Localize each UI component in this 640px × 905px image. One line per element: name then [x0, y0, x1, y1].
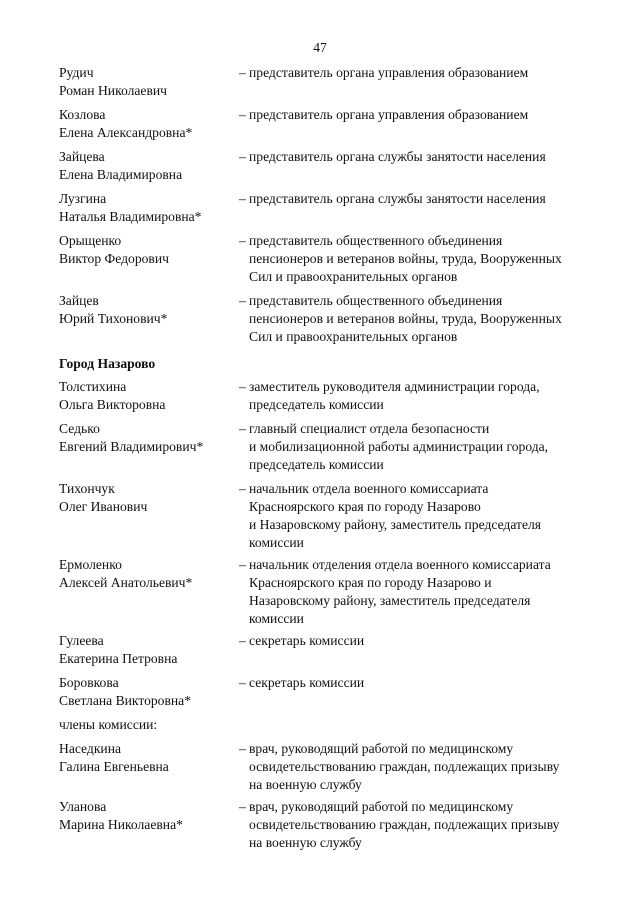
- person-name: [59, 148, 239, 184]
- role-line: начальник отделения отдела военного комиссариата: [249, 557, 551, 572]
- dash: –: [239, 293, 246, 308]
- role-line: комиссии: [249, 535, 304, 550]
- person-name: [59, 232, 239, 286]
- person-name: [59, 674, 239, 710]
- surname: Лузгина: [59, 191, 107, 206]
- section-heading: Город Назарово: [59, 356, 156, 371]
- entry-tolstikhina: [59, 378, 599, 414]
- role-line: председатель комиссии: [249, 397, 384, 412]
- given-names: Юрий Тихонович*: [59, 311, 168, 326]
- given-names: Елена Владимировна: [59, 167, 183, 182]
- role-line: врач, руководящий работой по медицинскому: [249, 741, 514, 756]
- surname: Тихончук: [59, 481, 115, 496]
- person-name: [59, 798, 239, 852]
- role-description: [239, 190, 589, 226]
- person-name: [59, 378, 239, 414]
- role-line: на военную службу: [249, 835, 362, 850]
- surname: Зайцева: [59, 149, 105, 164]
- surname: Ермоленко: [59, 557, 122, 572]
- dash: –: [239, 191, 246, 206]
- person-name: [59, 740, 239, 794]
- given-names: Олег Иванович: [59, 499, 148, 514]
- dash: –: [239, 65, 246, 80]
- surname: Зайцев: [59, 293, 99, 308]
- dash: –: [239, 557, 246, 572]
- person-name: [59, 292, 239, 346]
- entry-sedko: [59, 420, 599, 474]
- role-line: Красноярского края по городу Назарово и: [249, 575, 492, 590]
- given-names: Светлана Викторовна*: [59, 693, 192, 708]
- role-description: [239, 148, 589, 184]
- role-description: [239, 64, 589, 100]
- given-names: Алексей Анатольевич*: [59, 575, 193, 590]
- surname: Толстихина: [59, 379, 127, 394]
- role-line: председатель комиссии: [249, 457, 384, 472]
- role-line: и Назаровскому району, заместитель председателя: [249, 517, 542, 532]
- entry-ermolenko: [59, 556, 599, 628]
- person-name: [59, 64, 239, 100]
- given-names: Роман Николаевич: [59, 83, 167, 98]
- person-name: [59, 190, 239, 226]
- role-description: [239, 740, 589, 794]
- role-line: главный специалист отдела безопасности: [249, 421, 490, 436]
- role-line: представитель органа службы занятости населения: [249, 191, 546, 206]
- entry-zaitseva: [59, 148, 599, 184]
- entry-borovkova: [59, 674, 599, 710]
- role-line: пенсионеров и ветеранов войны, труда, Вооруженных: [249, 251, 562, 266]
- surname: Боровкова: [59, 675, 119, 690]
- entry-rudich: [59, 64, 599, 100]
- entry-tikhonchuk: [59, 480, 599, 552]
- entry-guleeva: [59, 632, 599, 668]
- role-line: заместитель руководителя администрации города,: [249, 379, 540, 394]
- dash: –: [239, 741, 246, 756]
- role-line: освидетельствованию граждан, подлежащих призыву: [249, 817, 560, 832]
- dash: –: [239, 233, 246, 248]
- role-line: представитель органа управления образованием: [249, 65, 529, 80]
- entry-luzgina: [59, 190, 599, 226]
- given-names: Елена Александровна*: [59, 125, 193, 140]
- given-names: Марина Николаевна*: [59, 817, 183, 832]
- role-description: [239, 632, 589, 668]
- role-line: начальник отдела военного комиссариата: [249, 481, 489, 496]
- dash: –: [239, 107, 246, 122]
- given-names: Виктор Федорович: [59, 251, 169, 266]
- surname: Уланова: [59, 799, 107, 814]
- given-names: Наталья Владимировна*: [59, 209, 202, 224]
- role-line: представитель органа управления образованием: [249, 107, 529, 122]
- dash: –: [239, 675, 246, 690]
- entry-oryshchenko: [59, 232, 599, 286]
- role-line: Сил и правоохранительных органов: [249, 329, 458, 344]
- person-name: [59, 106, 239, 142]
- role-description: [239, 556, 589, 628]
- person-name: [59, 632, 239, 668]
- role-description: [239, 420, 589, 474]
- entry-zaitsev: [59, 292, 599, 346]
- given-names: Евгений Владимирович*: [59, 439, 204, 454]
- entry-kozlova: [59, 106, 599, 142]
- role-line: на военную службу: [249, 777, 362, 792]
- dash: –: [239, 633, 246, 648]
- page-number: 47: [313, 40, 327, 55]
- role-description: [239, 798, 589, 852]
- person-name: [59, 480, 239, 552]
- role-description: [239, 292, 589, 346]
- dash: –: [239, 421, 246, 436]
- surname: Седько: [59, 421, 100, 436]
- person-name: [59, 556, 239, 628]
- role-line: секретарь комиссии: [249, 633, 365, 648]
- role-description: [239, 378, 589, 414]
- role-line: врач, руководящий работой по медицинскому: [249, 799, 514, 814]
- role-line: комиссии: [249, 611, 304, 626]
- role-line: освидетельствованию граждан, подлежащих призыву: [249, 759, 560, 774]
- role-line: представитель органа службы занятости населения: [249, 149, 546, 164]
- role-line: и мобилизационной работы администрации города,: [249, 439, 549, 454]
- given-names: Галина Евгеньевна: [59, 759, 169, 774]
- members-label: члены комиссии:: [59, 717, 158, 732]
- given-names: Екатерина Петровна: [59, 651, 178, 666]
- role-line: представитель общественного объединения: [249, 293, 503, 308]
- person-name: [59, 420, 239, 474]
- dash: –: [239, 481, 246, 496]
- dash: –: [239, 799, 246, 814]
- role-description: [239, 674, 589, 710]
- role-description: [239, 106, 589, 142]
- surname: Орыщенко: [59, 233, 122, 248]
- surname: Наседкина: [59, 741, 122, 756]
- role-description: [239, 480, 589, 552]
- entry-ulanova: [59, 798, 599, 852]
- entry-nasedkina: [59, 740, 599, 794]
- role-line: Назаровскому району, заместитель председателя: [249, 593, 531, 608]
- dash: –: [239, 379, 246, 394]
- role-line: Сил и правоохранительных органов: [249, 269, 458, 284]
- dash: –: [239, 149, 246, 164]
- role-description: [239, 232, 589, 286]
- role-line: представитель общественного объединения: [249, 233, 503, 248]
- role-line: секретарь комиссии: [249, 675, 365, 690]
- role-line: Красноярского края по городу Назарово: [249, 499, 481, 514]
- surname: Рудич: [59, 65, 94, 80]
- surname: Козлова: [59, 107, 106, 122]
- surname: Гулеева: [59, 633, 104, 648]
- given-names: Ольга Викторовна: [59, 397, 166, 412]
- role-line: пенсионеров и ветеранов войны, труда, Вооруженных: [249, 311, 562, 326]
